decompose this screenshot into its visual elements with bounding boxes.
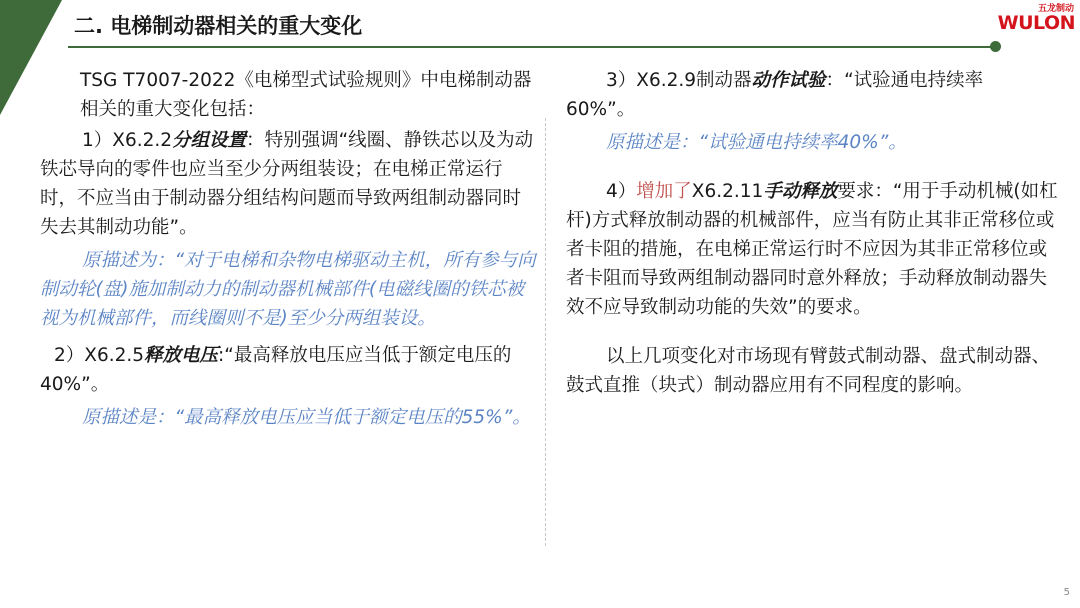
item-1-text: 特别强调“线圈、静铁芯以及为动铁芯导向的零件也应当至少分两组装设；在电梯正常运行时，不应当由于制动器分组结构问题而导致两组制动器同时失去其制动功能”。 [40,130,534,238]
intro-paragraph: TSG T7007-2022《电梯型式试验规则》中电梯制动器相关的重大变化包括： [80,70,532,120]
column-divider [545,118,546,546]
item-1-title: 分组设置 [172,130,247,151]
item-2-code: X6.2.5 [84,345,145,366]
page-number: 5 [1063,587,1070,598]
company-logo [997,0,1078,40]
item-3-original: 原描述是：“试验通电持续率40%”。 [606,132,907,153]
item-1-number: 1） [82,130,113,151]
item-3-title: 动作试验 [751,70,826,91]
right-column [566,66,1058,400]
header-divider-dot [990,41,1001,52]
left-column [40,66,538,432]
logo-english-text: WULON [997,12,1075,34]
item-3-number: 3） [606,70,637,91]
item-2-number: 2） [54,345,85,366]
item-2-paragraph: 2）X6.2.5释放电压:“最高释放电压应当低于额定电压的40%”。 [40,345,512,395]
item-2-text: “最高释放电压应当低于额定电压的40%”。 [40,345,512,395]
item-3-paragraph: 3）X6.2.9制动器动作试验：“试验通电持续率 60%”。 [566,70,984,120]
item-4-code: X6.2.11 [691,181,764,202]
item-3-text: “试验通电持续率 60%”。 [566,70,984,120]
item-1-paragraph: 1）X6.2.2分组设置：特别强调“线圈、静铁芯以及为动铁芯导向的零件也应当至少分两组装设；在电梯正常运行时，不应当由于制动器分组结构问题而导致两组制动器同时失去其制动功能”。 [40,130,534,238]
item-1-code: X6.2.2 [112,130,173,151]
page-title: 二. 电梯制动器相关的重大变化 [74,14,363,38]
item-4-paragraph [566,177,1058,322]
item-3-code: X6.2.9制动器 [636,70,752,91]
item-4-added-label: 增加了 [636,181,692,202]
item-2-original: 原描述是：“最高释放电压应当低于额定电压的55%”。 [82,407,531,428]
item-4-title: 手动释放 [763,181,838,202]
header-divider [68,46,996,48]
item-2-title: 释放电压 [144,345,219,366]
item-4-text: 要求：“用于手动机械(如杠杆)方式释放制动器的机械部件，应当有防止其非正常移位或者卡阻的措施，在电梯正常运行时不应因为其非正常移位或者卡阻而导致两组制动器同时意外释放；手动释放制动器失效不应导致制动功能的失效”的要求。 [566,181,1058,318]
item-1-original: 原描述为：“对于电梯和杂物电梯驱动主机，所有参与向制动轮(盘)施加制动力的制动器机械部件(电磁线圈的铁芯被视为机械部件，而线圈则不是)至少分两组装设。 [40,250,536,329]
item-4-number: 4） [606,181,637,202]
summary-paragraph: 以上几项变化对市场现有臂鼓式制动器、盘式制动器、鼓式直推（块式）制动器应用有不同程度的影响。 [566,346,1051,396]
logo-chinese-text: 五龙制动 [1037,4,1074,14]
